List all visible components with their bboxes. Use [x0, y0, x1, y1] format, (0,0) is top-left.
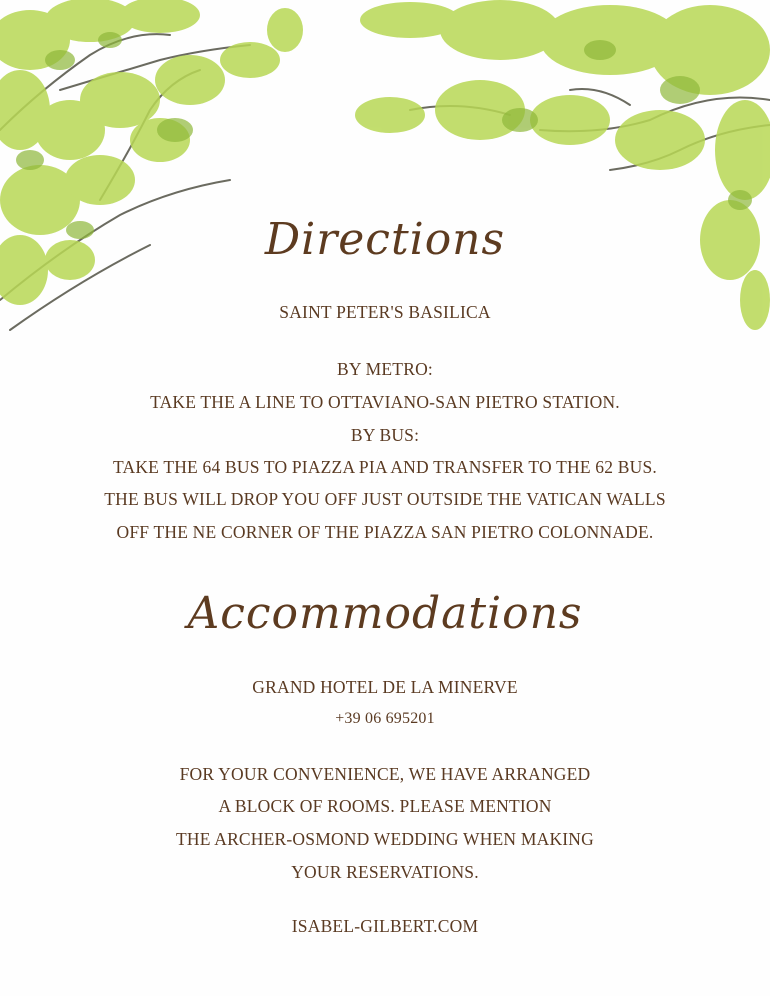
metro-label: BY METRO:: [337, 359, 433, 379]
hotel-phone: +39 06 695201: [335, 710, 435, 727]
tree-foliage-left-illustration: [0, 0, 310, 350]
accommodation-note-line: YOUR RESERVATIONS.: [291, 862, 479, 882]
tree-foliage-right-illustration: [350, 0, 770, 350]
accommodation-note-line: THE ARCHER-OSMOND WEDDING WHEN MAKING: [176, 829, 594, 849]
bus-label: BY BUS:: [350, 425, 420, 445]
metro-instructions: TAKE THE A LINE TO OTTAVIANO-SAN PIETRO STATION.: [150, 392, 620, 412]
bus-instructions-line: TAKE THE 64 BUS TO PIAZZA PIA AND TRANSFER TO THE 62 BUS.: [113, 457, 657, 477]
website-text: ISABEL-GILBERT.COM: [291, 916, 479, 936]
accommodation-note-line: A BLOCK OF ROOMS. PLEASE MENTION: [218, 796, 552, 816]
bus-instructions-line: OFF THE NE CORNER OF THE PIAZZA SAN PIETRO COLONNADE.: [116, 522, 654, 542]
directions-heading: Directions: [264, 214, 506, 265]
venue-name: SAINT PETER'S BASILICA: [279, 302, 491, 322]
accommodations-heading: Accommodations: [187, 588, 583, 639]
accommodation-note-line: FOR YOUR CONVENIENCE, WE HAVE ARRANGED: [179, 764, 591, 784]
hotel-name: GRAND HOTEL DE LA MINERVE: [252, 677, 518, 697]
bus-instructions-line: THE BUS WILL DROP YOU OFF JUST OUTSIDE THE VATICAN WALLS: [104, 489, 666, 509]
